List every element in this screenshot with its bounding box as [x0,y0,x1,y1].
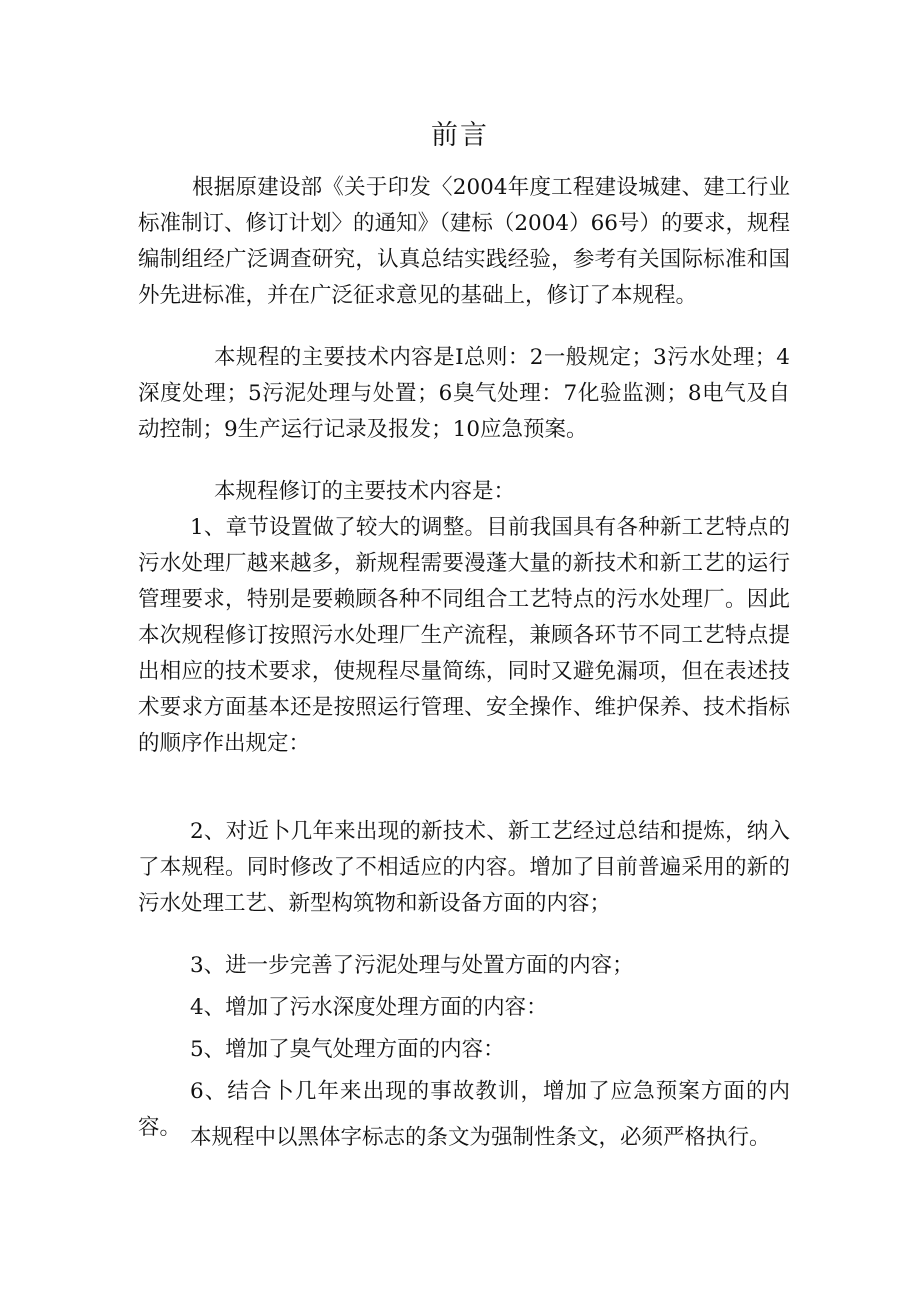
paragraph-background: 根据原建设部《关于印发〈2004年度工程建设城建、建工行业标准制订、修订计划〉的通知》（建标（2004）66号）的要求，规程编制组经广泛调查研究，认真总结实践经验，参考有关国际标准和国外先进标准，并在广泛征求意见的基础上，修订了本规程。 [138,175,790,308]
page-title: 前言 [431,120,489,151]
paragraph-revision-item-4: 4、增加了污水深度处理方面的内容： [190,995,548,1020]
paragraph-mandatory-note: 本规程中以黑体字标志的条文为强制性条文，必须严格执行。 [190,1125,771,1150]
paragraph-revision-item-2: 2、对近卜几年来出现的新技术、新工艺经过总结和提炼，纳入了本规程。同时修改了不相适应的内容。增加了目前普遍采用的新的污水处理工艺、新型构筑物和新设备方面的内容； [138,819,790,916]
paragraph-revision-intro: 本规程修订的主要技术内容是： [214,479,516,504]
paragraph-revision-item-5: 5、增加了臭气处理方面的内容： [190,1037,505,1062]
paragraph-main-contents: 本规程的主要技术内容是I总则：2一般规定；3污水处理；4深度处理；5污泥处理与处置；6臭气处理：7化验监测；8电气及自动控制；9生产运行记录及报发；10应急预案。 [138,345,790,442]
paragraph-revision-item-6: 6、结合卜几年来出现的事故教训，增加了应急预案方面的内容。 [138,1079,790,1140]
paragraph-revision-item-3: 3、进一步完善了污泥处理与处置方面的内容； [190,953,634,978]
paragraph-revision-item-1: 1、章节设置做了较大的调整。目前我国具有各种新工艺特点的污水处理厂越来越多，新规程需要漫蓬大量的新技术和新工艺的运行管理要求，特别是要赖顾各种不同组合工艺特点的污水处理厂。因此本次规程修订按照污水处理厂生产流程，兼顾各环节不同工艺特点提出相应的技术要求，使规程尽量简练，同时又避免漏项，但在表述技术要求方面基本还是按照运行管理、安全操作、维护保养、技术指标的顺序作出规定： [138,515,790,756]
